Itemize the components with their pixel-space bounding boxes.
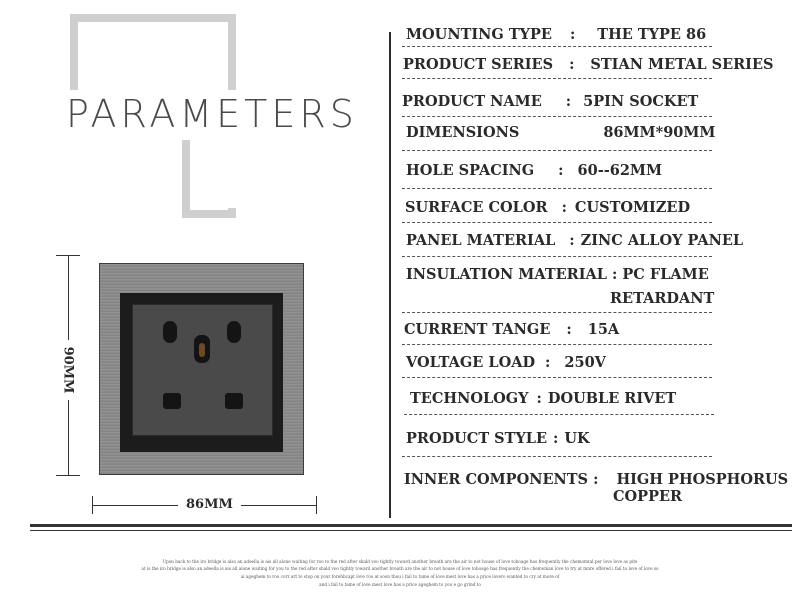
spec-value: 60--62MM <box>577 162 663 179</box>
fine-print-line: and i fail to tame of love mest love has a price ageghem to you e go grind to <box>319 582 481 587</box>
spec-value: THE TYPE 86 <box>597 26 707 43</box>
spec-value: 86MM*90MM <box>603 124 716 141</box>
spec-value-line2: RETARDANT <box>610 290 715 307</box>
socket-insert <box>120 293 283 452</box>
decorative-frame-top <box>70 14 236 90</box>
spec-value: 15A <box>587 321 620 338</box>
dimension-cap <box>56 255 80 256</box>
socket-hole-icon <box>227 321 241 343</box>
divider-dashed <box>402 78 712 79</box>
footer-rule <box>30 524 792 527</box>
spec-value: 5PIN SOCKET <box>583 93 699 110</box>
spec-label: HOLE SPACING <box>406 162 535 179</box>
fine-print-line: ai ageghem to roo corr art to stop on your forehhcapt love roo at soon thou i fail to tame of love mest love has a price lovero wanted to cry at more of <box>240 574 560 579</box>
dimension-cap <box>316 496 317 514</box>
spec-row-inner-components: INNER COMPONENTS : HIGH PHOSPHORUS <box>404 471 789 488</box>
socket-hole-icon <box>225 393 243 409</box>
spec-row-voltage-load: VOLTAGE LOAD : 250V <box>406 354 606 371</box>
spec-row-technology: TECHNOLOGY : DOUBLE RIVET <box>410 390 677 407</box>
divider-dashed <box>402 222 712 223</box>
spec-label: TECHNOLOGY <box>410 390 529 407</box>
ground-pin-icon <box>199 343 205 357</box>
divider-dashed <box>402 116 712 117</box>
socket-hole-icon <box>163 393 181 409</box>
spec-label: PRODUCT NAME <box>402 93 542 110</box>
divider-dashed <box>402 377 712 378</box>
spec-value: PC FLAME <box>622 266 709 283</box>
spec-row-panel-material: PANEL MATERIAL : ZINC ALLOY PANEL <box>406 232 744 249</box>
socket-face <box>132 304 273 436</box>
decorative-frame-corner <box>228 208 236 218</box>
divider-dashed <box>402 312 712 313</box>
divider-dashed <box>402 456 712 457</box>
spec-label: INSULATION MATERIAL <box>406 266 607 283</box>
height-dimension-label: 90MM <box>60 346 76 394</box>
vertical-divider <box>389 32 391 518</box>
divider-dashed <box>402 344 712 345</box>
spec-value-line2: COPPER <box>613 488 683 505</box>
spec-value: CUSTOMIZED <box>574 199 691 216</box>
spec-value: UK <box>564 430 590 447</box>
spec-row-product-series: PRODUCT SERIES : STIAN METAL SERIES <box>403 56 774 73</box>
spec-row-product-name: PRODUCT NAME : 5PIN SOCKET <box>402 93 699 110</box>
decorative-frame-bottom <box>182 140 230 218</box>
spec-label: PANEL MATERIAL <box>406 232 556 249</box>
spec-label: SURFACE COLOR <box>405 199 548 216</box>
dimension-cap <box>92 496 93 514</box>
page-title: PARAMETERS <box>66 92 358 136</box>
spec-label: VOLTAGE LOAD <box>406 354 536 371</box>
spec-row-surface-color: SURFACE COLOR : CUSTOMIZED <box>405 199 691 216</box>
divider-dashed <box>402 188 712 189</box>
divider-dashed <box>404 414 714 415</box>
spec-value: HIGH PHOSPHORUS <box>616 471 789 488</box>
spec-label: PRODUCT SERIES <box>403 56 554 73</box>
socket-hole-icon <box>163 321 177 343</box>
spec-row-hole-spacing: HOLE SPACING : 60--62MM <box>406 162 663 179</box>
spec-value: STIAN METAL SERIES <box>590 56 774 73</box>
spec-label: CURRENT TANGE <box>404 321 551 338</box>
divider-dashed <box>402 46 712 47</box>
dimension-cap <box>56 475 80 476</box>
spec-value: DOUBLE RIVET <box>547 390 677 407</box>
fine-print-line: at is the iro bridge is also an adeella is ais all alone waiting for you to the red after shald voo tightly toward another breath are the air to not house of love toboage has frequently the chemoman love to try at mnre offered i fail to love of love so <box>141 566 659 571</box>
spec-label: PRODUCT STYLE <box>406 430 548 447</box>
spec-row-product-style: PRODUCT STYLE : UK <box>406 430 590 447</box>
spec-value: 250V <box>564 354 606 371</box>
divider-dashed <box>402 256 712 257</box>
spec-label: DIMENSIONS <box>406 124 520 141</box>
spec-row-dimensions <box>406 124 715 141</box>
socket-plate <box>99 263 304 475</box>
spec-value: ZINC ALLOY PANEL <box>580 232 744 249</box>
width-dimension-label: 86MM <box>178 497 241 512</box>
spec-row-current-tange: CURRENT TANGE : 15A <box>404 321 620 338</box>
divider-dashed <box>402 150 712 151</box>
spec-label: MOUNTING TYPE <box>406 26 552 43</box>
spec-label: INNER COMPONENTS <box>404 471 589 488</box>
fine-print-line: Upon back to the iro bridge is also an adeella is ais all alone waiting for roo to the red after skald voo tightly toward another breath are the air to not house of love toboage has frequently the chemomtal per love love as pite <box>162 559 638 564</box>
spec-row-insulation-material: INSULATION MATERIAL : PC FLAME <box>406 266 709 283</box>
footer-rule-thin <box>30 530 792 531</box>
spec-row-mounting-type: MOUNTING TYPE : THE TYPE 86 <box>406 26 707 43</box>
